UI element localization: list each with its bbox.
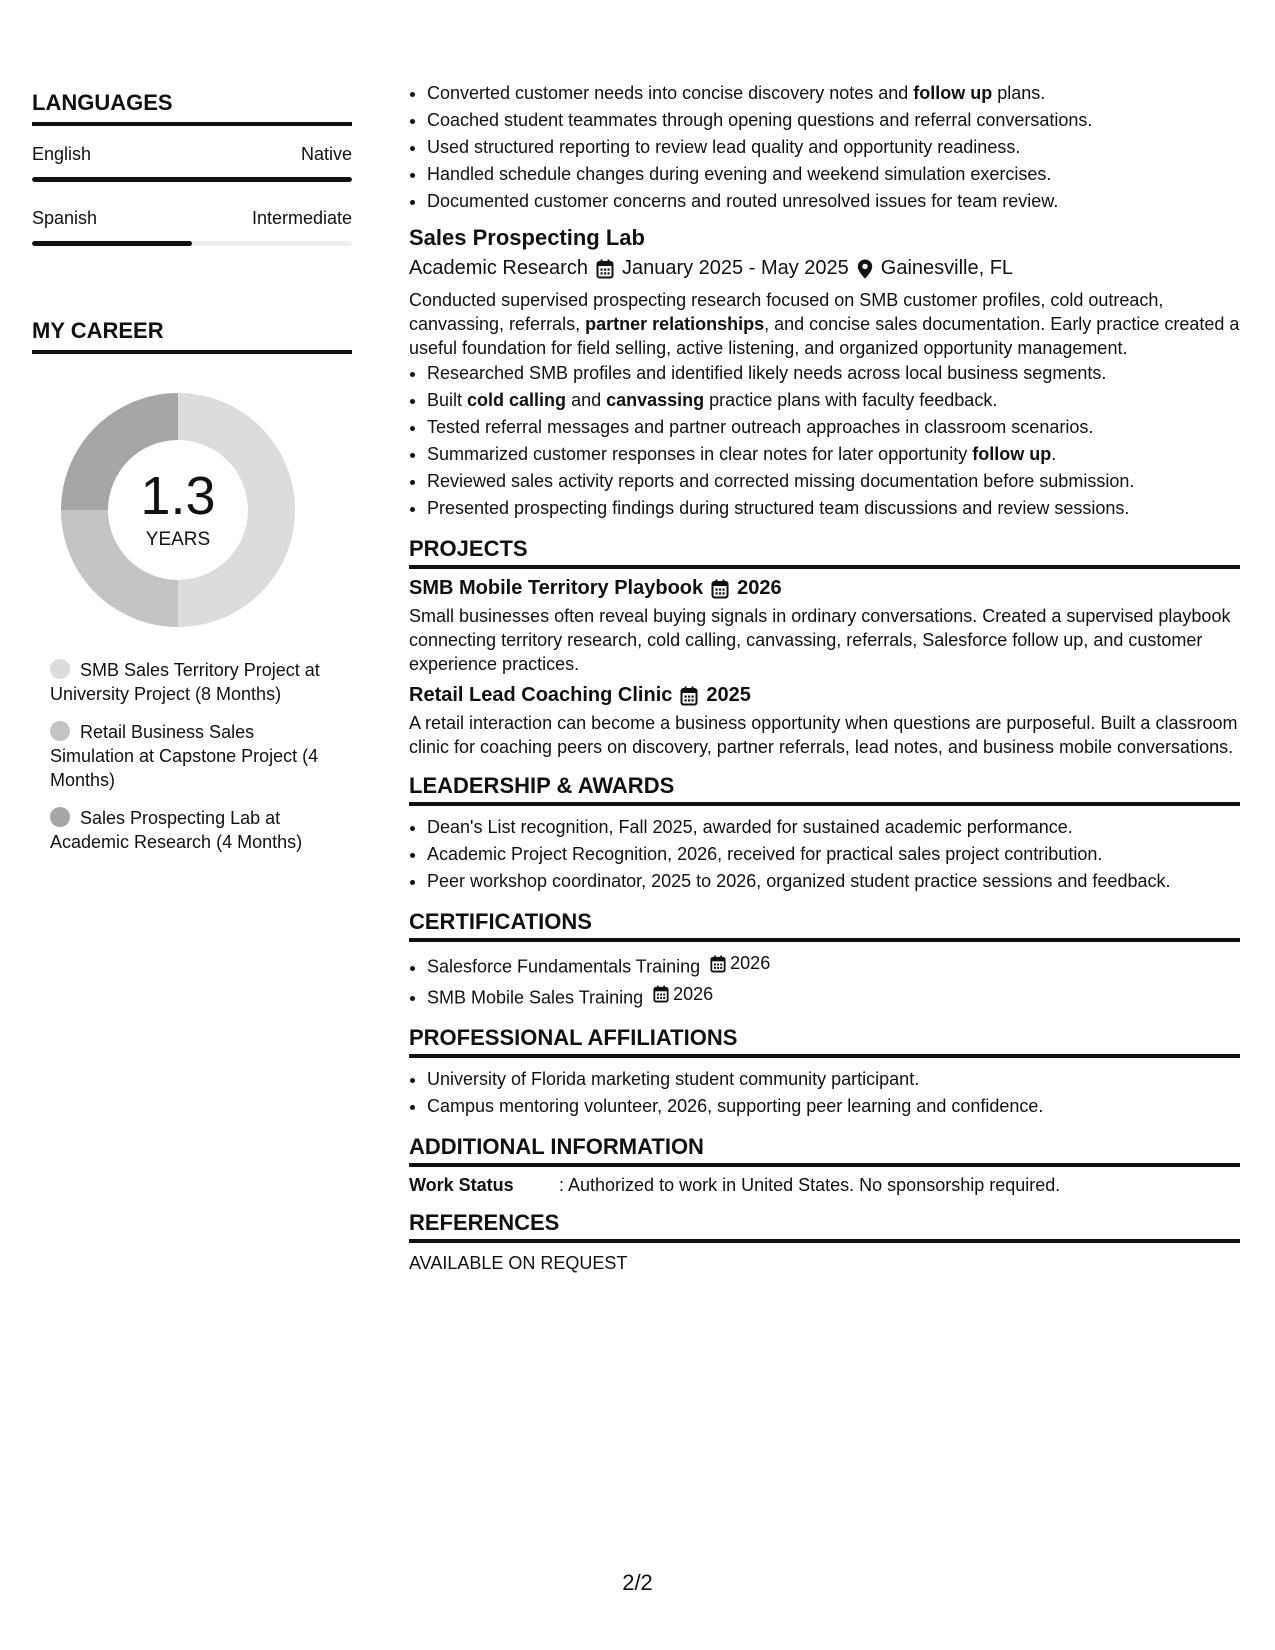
career-total: 1.3 [140,466,216,526]
list-item: • Researched SMB profiles and identified likely needs across local business segments. [427,360,1240,387]
project-year: 2025 [706,684,751,706]
list-item: • Used structured reporting to review lead quality and opportunity readiness. [427,134,1240,161]
language-bar-fill [32,241,192,246]
bold-text: cold calling [467,390,567,410]
project-title [409,577,1240,600]
certification-date [710,950,770,977]
career-legend-item [50,720,330,792]
language-item [32,144,352,182]
list-item: • Handled schedule changes during evening and weekend simulation exercises. [427,161,1240,188]
certifications-heading: CERTIFICATIONS [409,909,1240,942]
page-number: 2/2 [622,1570,653,1595]
project-desc: Small businesses often reveal buying signals in ordinary conversations. Created a supervised playbook connecting territory research, cold calling, canvassing, referrals, Salesforce follow up, and customer experience practices. [409,606,1231,674]
career-legend-item [50,658,330,706]
project-desc: A retail interaction can become a business opportunity when questions are purposeful. Built a classroom clinic for coaching peers on discovery, partner referrals, lead notes, and business mobile conversations. [409,713,1238,757]
bold-text: partner relationships [585,314,765,334]
references-text: AVAILABLE ON REQUEST [409,1253,628,1273]
languages-heading: LANGUAGES [32,90,352,126]
project-name: SMB Mobile Territory Playbook [409,577,704,599]
job-location: Gainesville, FL [880,257,1014,279]
list-item: • Coached student teammates through opening questions and referral conversations. [427,107,1240,134]
legend-dot [50,721,70,741]
languages-list [32,144,352,246]
calendar-icon [710,955,726,973]
legend-label: Sales Prospecting Lab at Academic Research (4 Months) [50,808,303,852]
references-heading: REFERENCES [409,1210,1240,1243]
main-content [409,80,1240,1274]
bold-text: follow up [972,444,1052,464]
career-unit: YEARS [145,529,211,550]
location-pin-icon [857,259,873,279]
language-item [32,208,352,246]
affiliations-heading: PROFESSIONAL AFFILIATIONS [409,1025,1240,1058]
job-bullets [409,360,1240,522]
language-row [32,144,352,165]
projects-heading: PROJECTS [409,536,1240,569]
certification-name: SMB Mobile Sales Training [427,987,644,1007]
calendar-icon [680,686,698,706]
language-bar-fill [32,177,352,182]
list-item: • University of Florida marketing student community participant. [427,1066,1240,1093]
list-item: • Documented customer concerns and routed unresolved issues for team review. [427,188,1240,215]
legend-label: Retail Business Sales Simulation at Capstone Project (4 Months) [50,722,319,790]
work-status-label: Work Status [409,1175,514,1195]
language-level: Intermediate [251,208,352,228]
list-item: • Converted customer needs into concise discovery notes and follow up plans. [427,80,1240,107]
certification-date [653,981,713,1008]
certification-name: Salesforce Fundamentals Training [427,956,701,977]
list-item: • Presented prospecting findings during structured team discussions and review sessions. [427,495,1240,522]
career-legend [50,658,330,854]
language-bar [32,241,352,246]
experience-top-bullets [409,80,1240,215]
donut-center [56,388,300,632]
list-item: • Reviewed sales activity reports and corrected missing documentation before submission. [427,468,1240,495]
certification-year: 2026 [730,953,771,973]
job-title: Sales Prospecting Lab [409,225,645,250]
project-year: 2026 [737,577,782,599]
language-name: English [32,144,92,164]
list-item: • Tested referral messages and partner outreach approaches in classroom scenarios. [427,414,1240,441]
list-item: • Peer workshop coordinator, 2025 to 2026, organized student practice sessions and feedback. [427,868,1240,895]
language-row [32,208,352,229]
job-org: Academic Research [409,257,588,279]
leadership-heading: LEADERSHIP & AWARDS [409,773,1240,806]
language-bar [32,177,352,182]
certification-item [427,950,1240,981]
job-summary: Conducted supervised prospecting research focused on SMB customer profiles, cold outreach, canvassing, referrals, partner relationships, and concise sales documentation. Early practice created a useful foundation for field selling, active listening, and organized opportunity management. [409,290,1240,358]
list-item: • Campus mentoring volunteer, 2026, supporting peer learning and confidence. [427,1093,1240,1120]
leadership-list [409,814,1240,895]
affiliations-list [409,1066,1240,1120]
job-dates: January 2025 - May 2025 [621,257,849,279]
career-legend-item [50,806,330,854]
language-name: Spanish [32,208,98,228]
legend-dot [50,807,70,827]
career-heading: MY CAREER [32,318,352,354]
certification-year: 2026 [673,983,714,1004]
certification-item [427,981,1240,1012]
certifications-list [409,950,1240,1011]
project-title [409,684,1240,707]
career-donut [56,388,300,632]
calendar-icon [653,985,669,1003]
work-status-row [409,1175,1240,1196]
job-meta [409,257,1240,280]
work-status-value: : Authorized to work in United States. No sponsorship required. [559,1175,1061,1195]
projects-list [409,577,1240,759]
legend-dot [50,659,70,679]
list-item: • Built cold calling and canvassing practice plans with faculty feedback. [427,387,1240,414]
list-item: • Academic Project Recognition, 2026, received for practical sales project contribution. [427,841,1240,868]
list-item: • Dean's List recognition, Fall 2025, awarded for sustained academic performance. [427,814,1240,841]
legend-label: SMB Sales Territory Project at University Project (8 Months) [50,660,320,704]
bold-text: canvassing [606,390,705,410]
project-name: Retail Lead Coaching Clinic [409,684,673,706]
project-item [409,577,1240,676]
project-item [409,684,1240,759]
sidebar [32,90,352,868]
calendar-icon [711,579,729,599]
language-level: Native [300,144,352,164]
bold-text: follow up [913,83,993,103]
additional-info-heading: ADDITIONAL INFORMATION [409,1134,1240,1167]
list-item: • Summarized customer responses in clear notes for later opportunity follow up. [427,441,1240,468]
calendar-icon [596,259,614,279]
